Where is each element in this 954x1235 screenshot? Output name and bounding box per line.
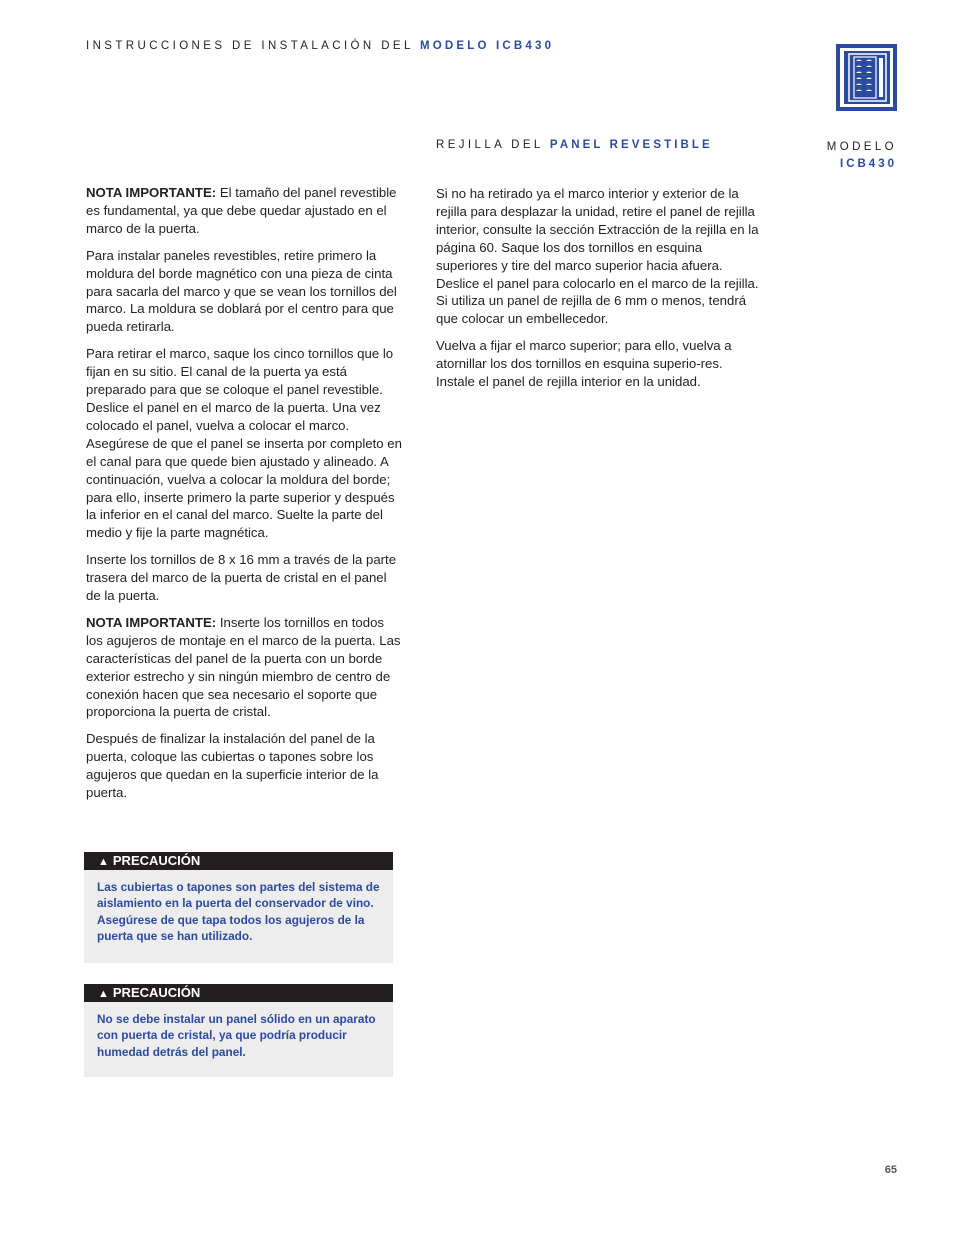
wine-cooler-icon [836,44,897,111]
warning-icon: ▲ [98,856,109,868]
note-label: NOTA IMPORTANTE: [86,614,217,630]
page-number: 65 [884,1164,897,1176]
right-column [436,185,761,400]
paragraph: NOTA IMPORTANTE: El tamaño del panel revestible es fundamental, ya que debe quedar ajustado en el marco de la puerta. [86,185,397,236]
paragraph: Después de finalizar la instalación del panel de la puerta, coloque las cubiertas o tapones sobre los agujeros que quedan en la superficie interior de la puerta. [86,731,379,801]
section-prefix: REJILLA DEL [436,139,544,151]
header-model: MODELO ICB430 [419,40,555,52]
note-label: NOTA IMPORTANTE: [86,185,217,200]
section-name: PANEL REVESTIBLE [549,139,713,151]
section-title [436,139,713,151]
running-header [86,40,554,52]
paragraph: Si no ha retirado ya el marco interior y exterior de la rejilla para desplazar la unidad, retire el panel de rejilla interior, consulte la sección Extracción de la rejilla en la página 60. Saque los dos tornillos en esquina superiores y tire del marco superior hacia afuera. Deslice el panel para colocarlo en el marco de la rejilla. Si utiliza un panel de rejilla de 6 mm o menos, tendrá que colocar un embellecedor. [436,186,759,327]
model-number: ICB430 [840,158,897,170]
paragraph: Vuelva a fijar el marco superior; para ello, vuelva a atornillar los dos tornillos en esquina superio-res. Instale el panel de rejilla interior en la unidad. [436,338,732,390]
caution-heading: ▲ PRECAUCIÓN [84,852,393,870]
header-prefix: INSTRUCCIONES DE INSTALACIÓN DEL [86,40,414,52]
paragraph: Para instalar paneles revestibles, retire primero la moldura del borde magnético con una pieza de cinta para sacarla del marco y que se vean los tornillos del marco. La moldura se doblará por el centro para que pueda retirarla. [86,247,397,335]
paragraph: Inserte los tornillos de 8 x 16 mm a través de la parte trasera del marco de la puerta de cristal en el panel de la puerta. [86,552,397,604]
caution-box [84,984,393,1077]
left-column [86,184,404,811]
paragraph: Para retirar el marco, saque los cinco tornillos que lo fijan en su sitio. El canal de la puerta ya está preparado para que se coloque el panel revestible. Deslice el panel en el marco de la puerta. Una vez colocado el panel, vuelva a colocar el marco. Asegúrese de que el panel se inserta por completo en el canal para que quede bien ajustado y alineado. A continuación, vuelva a colocar la moldura del borde; para ello, inserte primero la parte superior y después la inferior en el canal del marco. Suelte la parte del medio y fije la parte magnética. [86,346,402,541]
paragraph: NOTA IMPORTANTE: Inserte los tornillos en todos los agujeros de montaje en el marco de la puerta. Las características del panel de la puerta con un borde exterior estrecho y sin ningún miembro de centro de conexión hacen que sea necesario el soporte que proporciona la puerta de cristal. [86,614,401,720]
model-label [827,139,897,173]
caution-text: No se debe instalar un panel sólido en un aparato con puerta de cristal, ya que podría producir humedad detrás del panel. [97,1012,376,1059]
model-label-text: MODELO [826,141,897,153]
caution-box [84,852,393,963]
caution-text: Las cubiertas o tapones son partes del sistema de aislamiento en la puerta del conservador de vino. Asegúrese de que tapa todos los agujeros de la puerta que se han utilizado. [97,880,380,944]
caution-heading: ▲ PRECAUCIÓN [84,984,393,1002]
warning-icon: ▲ [98,988,109,1000]
